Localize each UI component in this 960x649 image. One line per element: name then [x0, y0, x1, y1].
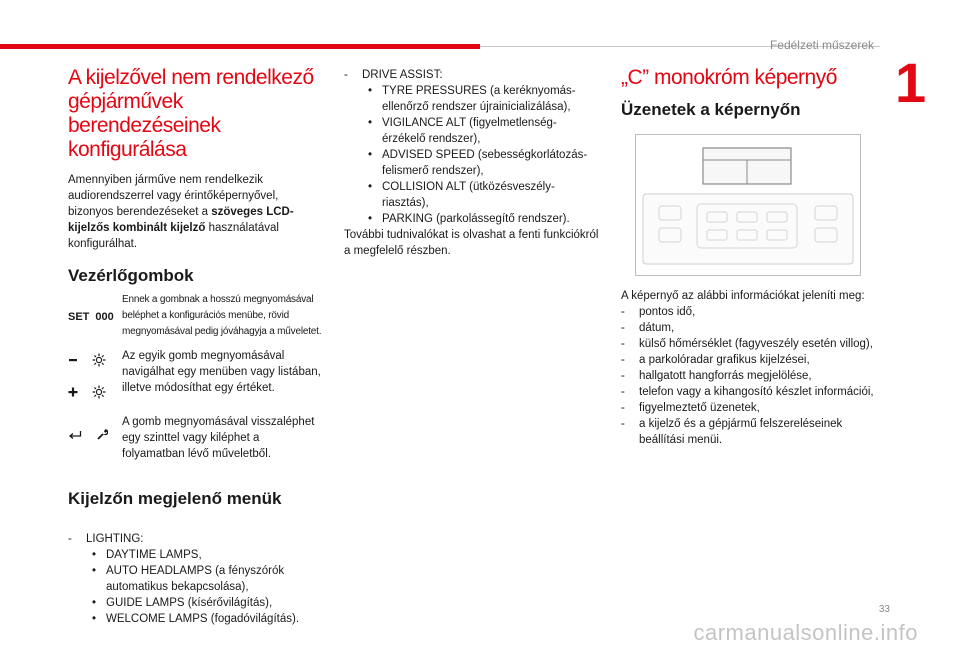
adjust-button-icons — [68, 348, 122, 400]
list-item: • DAYTIME LAMPS, — [90, 547, 323, 563]
list-item: • TYRE PRESSURES (a keréknyomás-ellenőrző rendszer újrainicializálása), — [366, 83, 599, 115]
list-item: - a parkolóradar grafikus kijelzései, — [621, 352, 876, 368]
list-item: • ADVISED SPEED (sebességkorlátozás-felismerő rendszer), — [366, 147, 599, 179]
plus-brightness-pair — [68, 384, 122, 400]
button-row-adjust — [68, 348, 323, 400]
config-heading-line: A kijelzővel nem rendelkező — [68, 66, 314, 89]
set-label-icon: SET — [68, 311, 90, 323]
dashboard-display-image — [635, 134, 861, 276]
config-heading — [68, 66, 323, 162]
list-item: - telefon vagy a kihangosító készlet információi, — [621, 384, 876, 400]
drive-assist-sublist — [362, 83, 599, 227]
zero-label-icon: 000 — [95, 311, 114, 323]
config-heading-line: gépjárművek berendezéseinek — [68, 90, 221, 137]
set-button — [68, 309, 122, 325]
drive-assist-list — [344, 67, 599, 227]
wrench-icon — [96, 428, 108, 440]
page-number: 33 — [878, 604, 890, 615]
watermark: carmanualsonline.info — [693, 620, 918, 645]
config-intro — [68, 172, 323, 252]
section-title: Fedélzeti műszerek — [769, 38, 874, 52]
screen-info-list — [621, 304, 876, 448]
list-item — [68, 531, 323, 627]
column-middle — [344, 67, 599, 259]
list-item: - figyelmeztető üzenetek, — [621, 400, 876, 416]
header-red-bar — [0, 44, 480, 49]
list-item — [344, 67, 599, 227]
minus-brightness-pair — [68, 352, 122, 368]
set-button-description: Ennek a gombnak a hosszú megnyomásával beléphet a konfigurációs menübe, rövid megnyomásával pedig jóváhagyja a műveletet. — [122, 294, 322, 337]
list-item: • AUTO HEADLAMPS (a fényszórók automatikus bekapcsolása), — [90, 563, 323, 595]
lighting-sublist — [86, 547, 323, 627]
intro-text: Amennyiben járműve nem rendelkezik audiorendszerrel vagy érintőképernyővel, bizonyos berendezéseket a — [68, 174, 279, 218]
intro-text-end: használatával konfigurálhat. — [68, 222, 279, 250]
back-arrow-icon — [68, 428, 82, 440]
plus-icon — [68, 387, 78, 397]
back-button-description: A gomb megnyomásával visszaléphet egy szinttel vagy kiléphet a folyamatban lévő műveletből. — [122, 416, 315, 460]
list-item: • VIGILANCE ALT (figyelmetlenség-érzékelő rendszer), — [366, 115, 599, 147]
list-item: - dátum, — [621, 320, 876, 336]
column-left — [68, 66, 323, 627]
list-item: • WELCOME LAMPS (fogadóvilágítás). — [90, 611, 323, 627]
minus-icon — [68, 355, 78, 365]
list-item: - pontos idő, — [621, 304, 876, 320]
intro-bold: szöveges LCD-kijelzős kombinált kijelző — [68, 206, 294, 234]
adjust-button-description: Az egyik gomb megnyomásával navigálhat egy menüben vagy listában, illetve módosíthat egy értéket. — [122, 350, 321, 394]
lighting-list — [68, 531, 323, 627]
mono-screen-heading: „C” monokróm képernyő — [621, 66, 837, 89]
chapter-number: 1 — [895, 51, 927, 114]
list-item: • GUIDE LAMPS (kísérővilágítás), — [90, 595, 323, 611]
list-item: • COLLISION ALT (ütközésveszély-riasztás), — [366, 179, 599, 211]
back-wrench-pair — [68, 426, 122, 442]
button-row-back — [68, 414, 323, 462]
brightness-icon — [92, 353, 106, 367]
back-button-icons — [68, 414, 122, 442]
list-item: - a kijelző és a gépjármű felszereléseinek beállítási menüi. — [621, 416, 876, 448]
list-item: • PARKING (parkolássegítő rendszer). — [366, 211, 599, 227]
messages-heading: Üzenetek a képernyőn — [621, 100, 801, 119]
config-heading-line: konfigurálása — [68, 138, 187, 161]
list-item: - hallgatott hangforrás megjelölése, — [621, 368, 876, 384]
menus-heading: Kijelzőn megjelenő menük — [68, 489, 282, 508]
controls-heading: Vezérlőgombok — [68, 266, 194, 285]
drive-assist-label: DRIVE ASSIST: — [362, 69, 443, 81]
column-right — [621, 66, 876, 448]
brightness-icon — [92, 385, 106, 399]
closing-note: További tudnivalókat is olvashat a fenti funkciókról a megfelelő részben. — [344, 229, 599, 257]
button-row-set — [68, 292, 323, 340]
display-illustration — [635, 134, 861, 276]
lighting-label: LIGHTING: — [86, 533, 144, 545]
set-button-icons — [68, 292, 122, 325]
list-item: - külső hőmérséklet (fagyveszély esetén villog), — [621, 336, 876, 352]
screen-info-intro: A képernyő az alábbi információkat jeleníti meg: — [621, 290, 865, 302]
